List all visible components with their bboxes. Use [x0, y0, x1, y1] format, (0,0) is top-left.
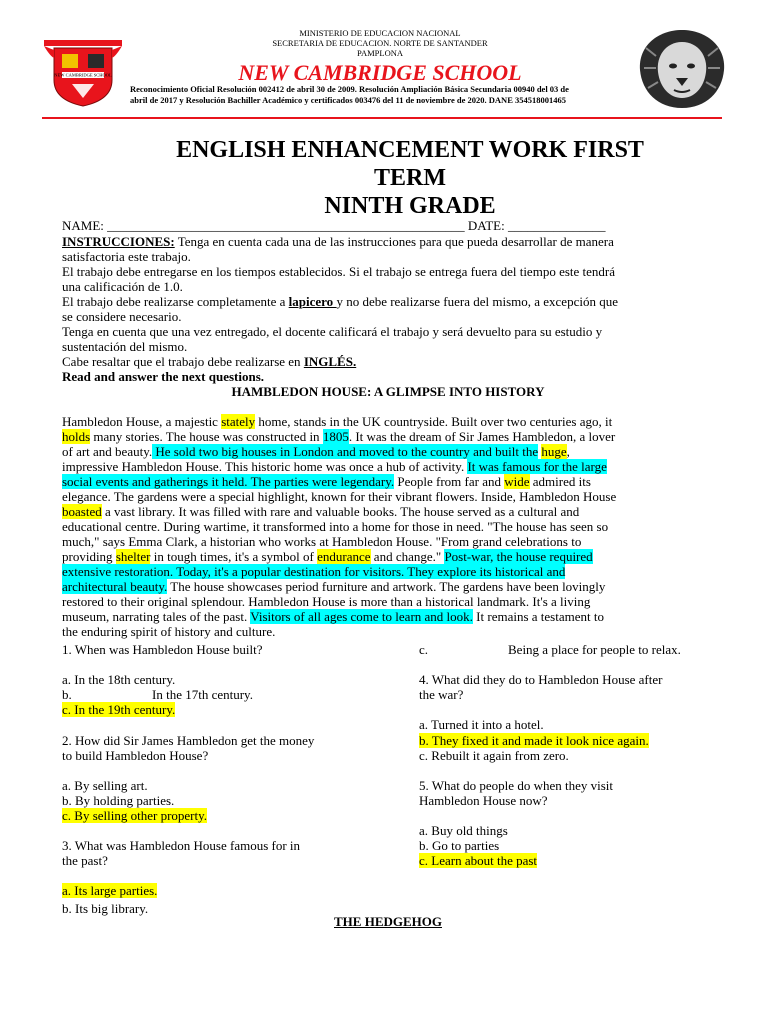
instruction-bold: INGLÉS.	[303, 354, 357, 369]
story-text: admired its	[529, 474, 591, 489]
question-2-line-2: to build Hambledon House?	[62, 748, 209, 763]
q1-option-c[interactable]	[62, 702, 175, 717]
q2-option-b[interactable]: b. By holding parties.	[62, 793, 175, 808]
option-letter: b.	[62, 687, 72, 702]
recognition-line-2: abril de 2017 y Resolución Bachiller Académico y certificados 003476 del 11 de noviembre de 2020. DANE 354518001465	[130, 95, 566, 105]
q2-option-a[interactable]: a. By selling art.	[62, 778, 148, 793]
instructions-heading: INSTRUCCIONES:	[62, 234, 175, 249]
story-text: Hambledon House, a majestic	[62, 414, 222, 429]
q3-option-a[interactable]	[62, 883, 157, 898]
shield-logo-text: NEW CAMBRIDGE SCHOOL	[54, 72, 112, 78]
question-5-line-1: 5. What do people do when they visit	[419, 778, 614, 793]
question-4-line-2: the war?	[419, 687, 464, 702]
story-text: educational centre. During wartime, it transformed into a home for those in need. "The house has seen so	[62, 519, 609, 534]
story-text: providing	[62, 549, 116, 564]
q1-option-a[interactable]: a. In the 18th century.	[62, 672, 176, 687]
highlight-cyan: He sold two big houses in London and moved to the country and built the	[152, 444, 539, 459]
secretary-line: SECRETARIA DE EDUCACION. NORTE DE SANTANDER	[272, 38, 488, 48]
instructions-block	[62, 234, 714, 384]
highlight-yellow: wide	[504, 474, 530, 489]
q4-option-c[interactable]: c. Rebuilt it again from zero.	[419, 748, 569, 763]
instruction-text: El trabajo debe realizarse completamente a	[62, 294, 289, 309]
story-title: HAMBLEDON HOUSE: A GLIMPSE INTO HISTORY	[231, 384, 545, 399]
highlight-yellow: c. In the 19th century.	[62, 702, 176, 717]
highlight-cyan: architectural beauty.	[62, 579, 168, 594]
question-4-line-1: 4. What did they do to Hambledon House after	[419, 672, 663, 687]
highlight-cyan: Visitors of all ages come to learn and look.	[250, 609, 473, 624]
highlight-yellow: holds	[62, 429, 91, 444]
highlight-cyan: social events and gatherings it held. The parties were legendary.	[62, 474, 395, 489]
q1-option-b[interactable]	[62, 687, 362, 702]
recognition-line-1: Reconocimiento Oficial Resolución 002412 de abril 30 de 2009. Resolución Ampliación Básica Secundaria 00940 del 03 de	[130, 84, 569, 94]
question-3-line-1: 3. What was Hambledon House famous for in	[62, 838, 301, 853]
q5-option-a[interactable]: a. Buy old things	[419, 823, 508, 838]
story-text: The house showcases period furniture and artwork. The gardens have been lovingly	[167, 579, 606, 594]
highlight-yellow: a. Its large parties.	[62, 883, 158, 898]
q2-option-c[interactable]	[62, 808, 207, 823]
school-name: NEW CAMBRIDGE SCHOOL	[238, 60, 522, 85]
instruction-text: una calificación de 1.0.	[62, 279, 183, 294]
highlight-cyan: It was famous for the large	[467, 459, 607, 474]
title-line-1: ENGLISH ENHANCEMENT WORK FIRST	[176, 137, 644, 163]
highlight-cyan: extensive restoration. Today, it's a popular destination for visitors. They explore its historical and	[62, 564, 566, 579]
school-shield-logo	[42, 36, 124, 108]
instruction-text: satisfactoria este trabajo.	[62, 249, 191, 264]
story-text: . It was the dream of Sir James Hambledon, a lover	[348, 429, 616, 444]
read-answer-heading: Read and answer the next questions.	[62, 369, 265, 384]
highlight-yellow: shelter	[115, 549, 151, 564]
highlight-yellow: endurance	[317, 549, 371, 564]
next-section-title: THE HEDGEHOG	[334, 914, 442, 929]
q4-option-a[interactable]: a. Turned it into a hotel.	[419, 717, 544, 732]
city-line: PAMPLONA	[357, 48, 403, 58]
question-3-line-2: the past?	[62, 853, 108, 868]
name-date-row	[62, 218, 722, 233]
instruction-text: se considere necesario.	[62, 309, 182, 324]
q5-option-c[interactable]	[419, 853, 537, 868]
instruction-bold: lapicero	[288, 294, 337, 309]
date-label: DATE:	[467, 218, 505, 233]
highlight-yellow: b. They fixed it and made it look nice again.	[419, 733, 649, 748]
instruction-text: Tenga en cuenta cada una de las instrucciones para que pueda desarrollar de manera	[174, 234, 614, 249]
story-text: in tough times, it's a symbol of	[150, 549, 318, 564]
story-text: much," says Emma Clark, a historian who works at Hambledon House. "From grand celebrations to	[62, 534, 582, 549]
highlight-cyan: Post-war, the house required	[444, 549, 593, 564]
story-text: museum, narrating tales of the past.	[62, 609, 251, 624]
story-text: It remains a testament to	[472, 609, 604, 624]
instruction-text: y no debe realizarse fuera del mismo, a excepción que	[336, 294, 618, 309]
story-text: and change."	[370, 549, 445, 564]
story-text: restored to their original splendour. Hambledon House is more than a historical landmark. It's a living	[62, 594, 591, 609]
highlight-yellow: c. Learn about the past	[419, 853, 538, 868]
date-blank[interactable]: _______________	[507, 218, 606, 233]
name-blank[interactable]: _______________________________________________________	[107, 218, 465, 233]
story-text: ,	[566, 444, 570, 459]
story-text: home, stands in the UK countryside. Built over two centuries ago, it	[255, 414, 613, 429]
story-text: impressive Hambledon House. This historic home was once a hub of activity.	[62, 459, 468, 474]
highlight-yellow: boasted	[62, 504, 102, 519]
header-divider	[42, 117, 722, 119]
story-body	[62, 414, 714, 639]
ministry-line: MINISTERIO DE EDUCACION NACIONAL	[299, 28, 461, 38]
option-text: Being a place for people to relax.	[508, 642, 681, 657]
question-2-line-1: 2. How did Sir James Hambledon get the money	[62, 733, 315, 748]
name-label: NAME:	[62, 218, 104, 233]
q3-option-b[interactable]: b. Its big library.	[62, 901, 149, 916]
story-text: a vast library. It was filled with rare and valuable books. The house served as a cultural and	[101, 504, 580, 519]
story-text: many stories. The house was constructed in	[90, 429, 323, 444]
highlight-cyan: 1805	[322, 429, 349, 444]
highlight-yellow: c. By selling other property.	[62, 808, 208, 823]
story-text: the enduring spirit of history and culture.	[62, 624, 276, 639]
question-5-line-2: Hambledon House now?	[419, 793, 548, 808]
question-1: 1. When was Hambledon House built?	[62, 642, 263, 657]
title-line-3: NINTH GRADE	[324, 193, 496, 219]
instruction-text: Cabe resaltar que el trabajo debe realizarse en	[62, 354, 304, 369]
story-text: elegance. The gardens were a special highlight, known for their vibrant flowers. Inside, Hambledon House	[62, 489, 617, 504]
story-text: of art and beauty.	[62, 444, 153, 459]
instruction-text: Tenga en cuenta que una vez entregado, el docente calificará el trabajo y será devuelto para su estudio y	[62, 324, 603, 339]
highlight-yellow: huge	[541, 444, 567, 459]
q5-option-b[interactable]: b. Go to parties	[419, 838, 500, 853]
option-text: In the 17th century.	[152, 687, 253, 702]
q3-option-c[interactable]	[419, 642, 719, 657]
instruction-text: El trabajo debe entregarse en los tiempos establecidos. Si el trabajo se entrega fuera del tiempo este tendrá	[62, 264, 616, 279]
story-text: People from far and	[394, 474, 505, 489]
highlight-yellow: stately	[221, 414, 256, 429]
q4-option-b[interactable]	[419, 733, 649, 748]
instruction-text: sustentación del mismo.	[62, 339, 188, 354]
title-line-2: TERM	[374, 165, 446, 191]
option-letter: c.	[419, 642, 429, 657]
